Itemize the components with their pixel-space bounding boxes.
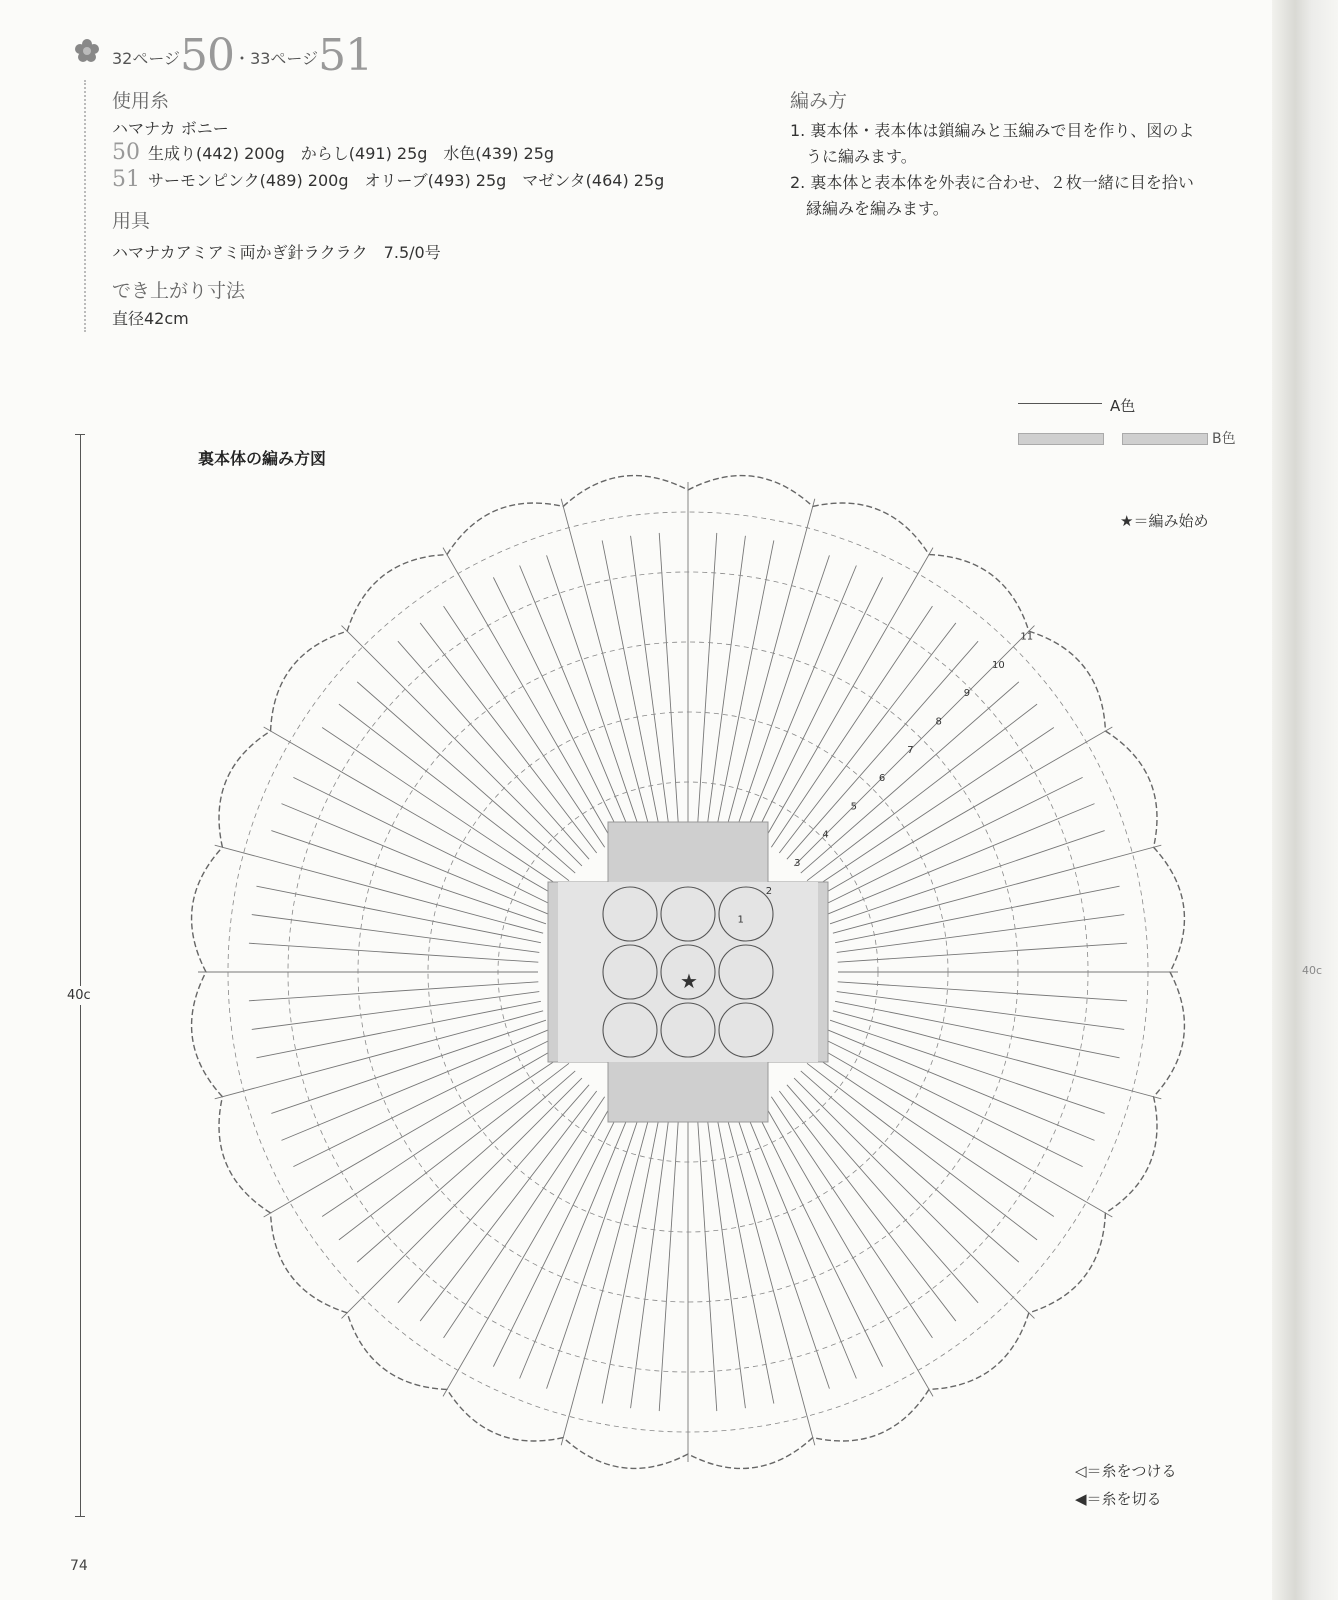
yarn-heading: 使用糸 (112, 90, 170, 112)
stitch-spoke (342, 626, 582, 866)
row-number: 9 (963, 688, 971, 700)
crochet-diagram (150, 432, 1230, 1516)
stitch-spoke (779, 623, 956, 853)
stitch-spoke (736, 1114, 829, 1389)
scallop-petal (447, 503, 563, 555)
scallop-petal (347, 555, 447, 632)
method-steps (790, 118, 1260, 222)
stitch-spoke (763, 1102, 933, 1396)
separator: ・ (234, 49, 251, 68)
diagram-title: 裏本体の編み方図 (198, 449, 327, 468)
row-number: 4 (822, 829, 829, 841)
scallop-petal (1105, 1097, 1157, 1213)
stitch-spoke (547, 555, 640, 830)
stitch-spoke (754, 1107, 882, 1367)
scallop-petal (1029, 631, 1106, 731)
stitch-spoke (520, 565, 631, 833)
method-step: 1. 裏本体・表本体は鎖編みと玉編みで目を作り、図のよ (790, 121, 1195, 140)
row-number: 1 (737, 914, 744, 926)
stitch-spoke (493, 1107, 621, 1367)
tools-text: ハマナカアミアミ両かぎ針ラクラク 7.5/0号 (112, 243, 441, 262)
scallop-petal (219, 1097, 271, 1213)
dimension-line (80, 434, 81, 1516)
yarn-line-51 (112, 167, 664, 192)
scallop-petal (447, 1389, 563, 1441)
stitch-spoke (561, 1117, 649, 1445)
stitch-spoke (271, 1020, 546, 1113)
scallop-petal (1154, 972, 1185, 1097)
cut-yarn-note: ◀＝糸を切る (1075, 1490, 1162, 1508)
stitch-spoke (823, 1038, 1083, 1166)
stitch-spoke (779, 1091, 956, 1321)
stitch-spoke (339, 704, 569, 881)
legend-a-label: A色 (1110, 397, 1136, 415)
stitch-spoke (420, 1091, 597, 1321)
stitch-spoke (271, 831, 546, 924)
stitch-spoke (830, 1020, 1105, 1113)
stitch-spoke (420, 623, 597, 853)
stitch-spoke (833, 845, 1161, 933)
stitch-spoke (339, 1063, 569, 1240)
stitch-spoke (745, 565, 856, 833)
method-heading: 編み方 (790, 90, 848, 112)
legend-a-line (1018, 403, 1102, 404)
stitch-spoke (736, 555, 829, 830)
method-step: 縁編みを編みます。 (790, 199, 949, 218)
gutter-label: 40c (1302, 964, 1323, 977)
stitch-spoke (264, 727, 558, 897)
stitch-spoke (293, 777, 553, 905)
stitch-spoke (443, 1102, 613, 1396)
stitch-spoke (561, 499, 649, 827)
stitch-spoke (794, 1078, 1034, 1318)
stitch-spoke (698, 1122, 717, 1411)
attach-yarn-note: ◁＝糸をつける (1075, 1462, 1177, 1480)
row-number: 8 (935, 716, 942, 728)
stitch-spoke (264, 1047, 558, 1217)
row-number: 5 (850, 801, 858, 813)
method-step: うに編みます。 (790, 147, 917, 166)
page-header (112, 30, 372, 81)
yarn-line-number: 50 (112, 140, 140, 165)
page-ref-a: 32ページ (112, 49, 181, 68)
scallop-petal (929, 1313, 1029, 1390)
scallop-petal (688, 1438, 813, 1469)
row-number: 7 (907, 744, 914, 756)
stitch-spoke (520, 1111, 631, 1379)
stitch-spoke (818, 1047, 1112, 1217)
stitch-spoke (807, 1063, 1037, 1240)
scallop-petal (563, 1438, 688, 1469)
row-number: 2 (765, 886, 773, 898)
stitch-spoke (754, 577, 882, 837)
tools-heading: 用具 (112, 210, 151, 232)
stitch-spoke (745, 1111, 856, 1379)
stitch-spoke (281, 1029, 549, 1140)
stitch-spoke (727, 1117, 815, 1445)
yarn-line-number: 51 (112, 167, 140, 192)
stitch-spoke (823, 777, 1083, 905)
dimension-tick (75, 1516, 85, 1517)
stitch-spoke (215, 1011, 543, 1099)
stitch-spoke (281, 804, 549, 915)
stitch-spoke (659, 1122, 678, 1411)
scallop-petal (192, 972, 223, 1097)
stitch-spoke (249, 982, 538, 1001)
legend-b-label: B色 (1212, 431, 1236, 447)
stitch-spoke (249, 943, 538, 962)
stitch-spoke (493, 577, 621, 837)
page-gutter (1272, 0, 1338, 1600)
size-text: 直径42cm (112, 309, 189, 328)
stitch-spoke (838, 982, 1127, 1001)
page-number: 74 (70, 1558, 88, 1574)
scallop-petal (271, 1213, 348, 1313)
scallop-petal (688, 476, 813, 507)
row-number: 10 (992, 659, 1005, 671)
row-number: 11 (1020, 631, 1034, 643)
scallop-petal (271, 631, 348, 731)
stitch-spoke (659, 533, 678, 822)
flower-icon (74, 38, 100, 64)
method-step: 2. 裏本体と表本体を外表に合わせ、２枚一緒に目を拾い (790, 173, 1194, 192)
stitch-spoke (322, 728, 563, 889)
section-divider (84, 80, 86, 332)
stitch-spoke (698, 533, 717, 822)
stitch-spoke (827, 1029, 1095, 1140)
stitch-spoke (342, 1078, 582, 1318)
yarn-brand: ハマナカ ボニー (112, 119, 229, 138)
stitch-spoke (813, 1055, 1054, 1216)
yarn-line-text: 生成り(442) 200g からし(491) 25g 水色(439) 25g (148, 144, 555, 163)
row-number: 3 (794, 857, 801, 869)
row-number: 6 (878, 773, 886, 785)
page-ref-b: 33ページ (250, 49, 319, 68)
stitch-spoke (830, 831, 1105, 924)
stitch-spoke (547, 1114, 640, 1389)
stitch-spoke (818, 727, 1112, 897)
stitch-spoke (215, 845, 543, 933)
scallop-petal (219, 731, 271, 847)
scallop-petal (563, 476, 688, 507)
yarn-line-text: サーモンピンク(489) 200g オリーブ(493) 25g マゼンタ(464) 25g (148, 171, 665, 190)
dimension-tick (75, 434, 85, 435)
stitch-spoke (807, 704, 1037, 881)
scallop-petal (192, 847, 223, 972)
dimension-label: 40c (67, 988, 91, 1003)
stitch-spoke (833, 1011, 1161, 1099)
start-star: ★ (680, 969, 698, 993)
scallop-petal (813, 1389, 929, 1441)
start-note: ★＝編み始め (1120, 512, 1209, 530)
stitch-spoke (763, 548, 933, 842)
stitch-spoke (293, 1038, 553, 1166)
size-heading: でき上がり寸法 (112, 280, 246, 302)
stitch-spoke (443, 548, 613, 842)
stitch-spoke (771, 1097, 932, 1338)
stitch-spoke (827, 804, 1095, 915)
scallop-petal (813, 503, 929, 555)
scallop-petal (1029, 1213, 1106, 1313)
stitch-spoke (444, 606, 605, 847)
yarn-line-50 (112, 140, 554, 165)
scallop-petal (1105, 731, 1157, 847)
pattern-number-a: 50 (180, 30, 235, 81)
scallop-petal (929, 555, 1029, 632)
stitch-spoke (838, 943, 1127, 962)
scallop-petal (1154, 847, 1185, 972)
stitch-spoke (727, 499, 815, 827)
scallop-petal (347, 1313, 447, 1390)
pattern-number-b: 51 (318, 30, 373, 81)
